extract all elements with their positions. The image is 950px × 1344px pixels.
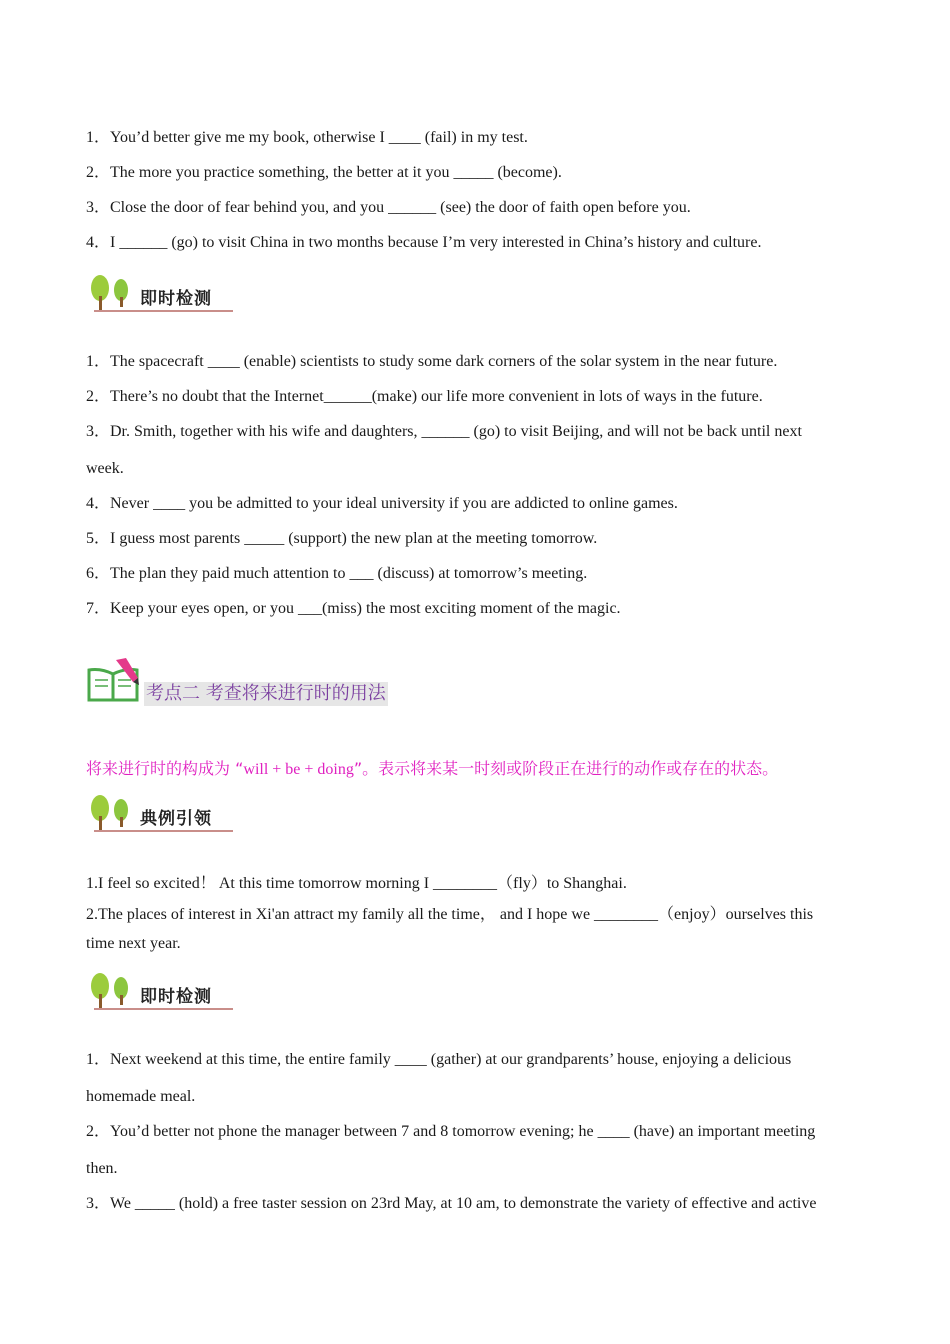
exercise-item: 5．I guess most parents _____ (support) the new plan at the meeting tomorrow. (86, 530, 598, 547)
tree-icon (88, 970, 138, 1010)
exercise-item: 7．Keep your eyes open, or you ___(miss) the most exciting moment of the magic. (86, 600, 621, 617)
exercise-item: 2．There’s no doubt that the Internet______(make) our life more convenient in lots of ways in the future. (86, 388, 763, 405)
exercise-item: 3．We _____ (hold) a free taster session on 23rd May, at 10 am, to demonstrate the variety of effective and active (86, 1195, 817, 1212)
section-header-check (88, 970, 233, 1010)
example-item: 2.The places of interest in Xi'an attract my family all the time， and I hope we ________（enjoy）ourselves this (86, 906, 814, 923)
header-underline (94, 310, 233, 312)
rule-text-before: 将来进行时的构成为 “ (86, 759, 244, 778)
header-label: 典例引领 (140, 809, 212, 829)
section-title-block (86, 656, 416, 706)
header-underline (94, 1008, 233, 1010)
book-pencil-icon (86, 656, 142, 704)
section-header-example (88, 792, 233, 832)
exercise-item: 1．You’d better give me my book, otherwise I ____ (fail) in my test. (86, 129, 528, 146)
exercise-item: 3．Dr. Smith, together with his wife and daughters, ______ (go) to visit Beijing, and will not be back until next (86, 423, 802, 440)
rule-formula: will + be + doing (243, 761, 354, 778)
exercise-item: 1．Next weekend at this time, the entire family ____ (gather) at our grandparents’ house, enjoying a delicious (86, 1051, 792, 1068)
exercise-item: 3．Close the door of fear behind you, and you ______ (see) the door of faith open before you. (86, 199, 691, 216)
section-header-check (88, 272, 233, 312)
exercise-item-continued: then. (86, 1160, 118, 1177)
rule-text-after: ”。表示将来某一时刻或阶段正在进行的动作或存在的状态。 (353, 759, 779, 778)
tree-icon (88, 272, 138, 312)
exercise-item: 6．The plan they paid much attention to ___ (discuss) at tomorrow’s meeting. (86, 565, 588, 582)
exercise-item: 1．The spacecraft ____ (enable) scientists to study some dark corners of the solar system in the near future. (86, 353, 778, 370)
exercise-item: 2．The more you practice something, the better at it you _____ (become). (86, 164, 562, 181)
header-underline (94, 830, 233, 832)
exercise-item: 4．I ______ (go) to visit China in two months because I’m very interested in China’s history and culture. (86, 234, 762, 251)
exercise-item: 2．You’d better not phone the manager between 7 and 8 tomorrow evening; he ____ (have) an important meeting (86, 1123, 816, 1140)
example-item: 1.I feel so excited！ At this time tomorrow morning I ________（fly）to Shanghai. (86, 875, 627, 892)
header-label: 即时检测 (140, 289, 212, 309)
exercise-item-continued: homemade meal. (86, 1088, 196, 1105)
grammar-rule (86, 756, 778, 779)
header-label: 即时检测 (140, 987, 212, 1007)
exercise-item-continued: week. (86, 460, 124, 477)
section-title: 考点二 考查将来进行时的用法 (146, 683, 386, 704)
exercise-item: 4．Never ____ you be admitted to your ideal university if you are addicted to online games. (86, 495, 678, 512)
tree-icon (88, 792, 138, 832)
example-item-continued: time next year. (86, 935, 181, 952)
